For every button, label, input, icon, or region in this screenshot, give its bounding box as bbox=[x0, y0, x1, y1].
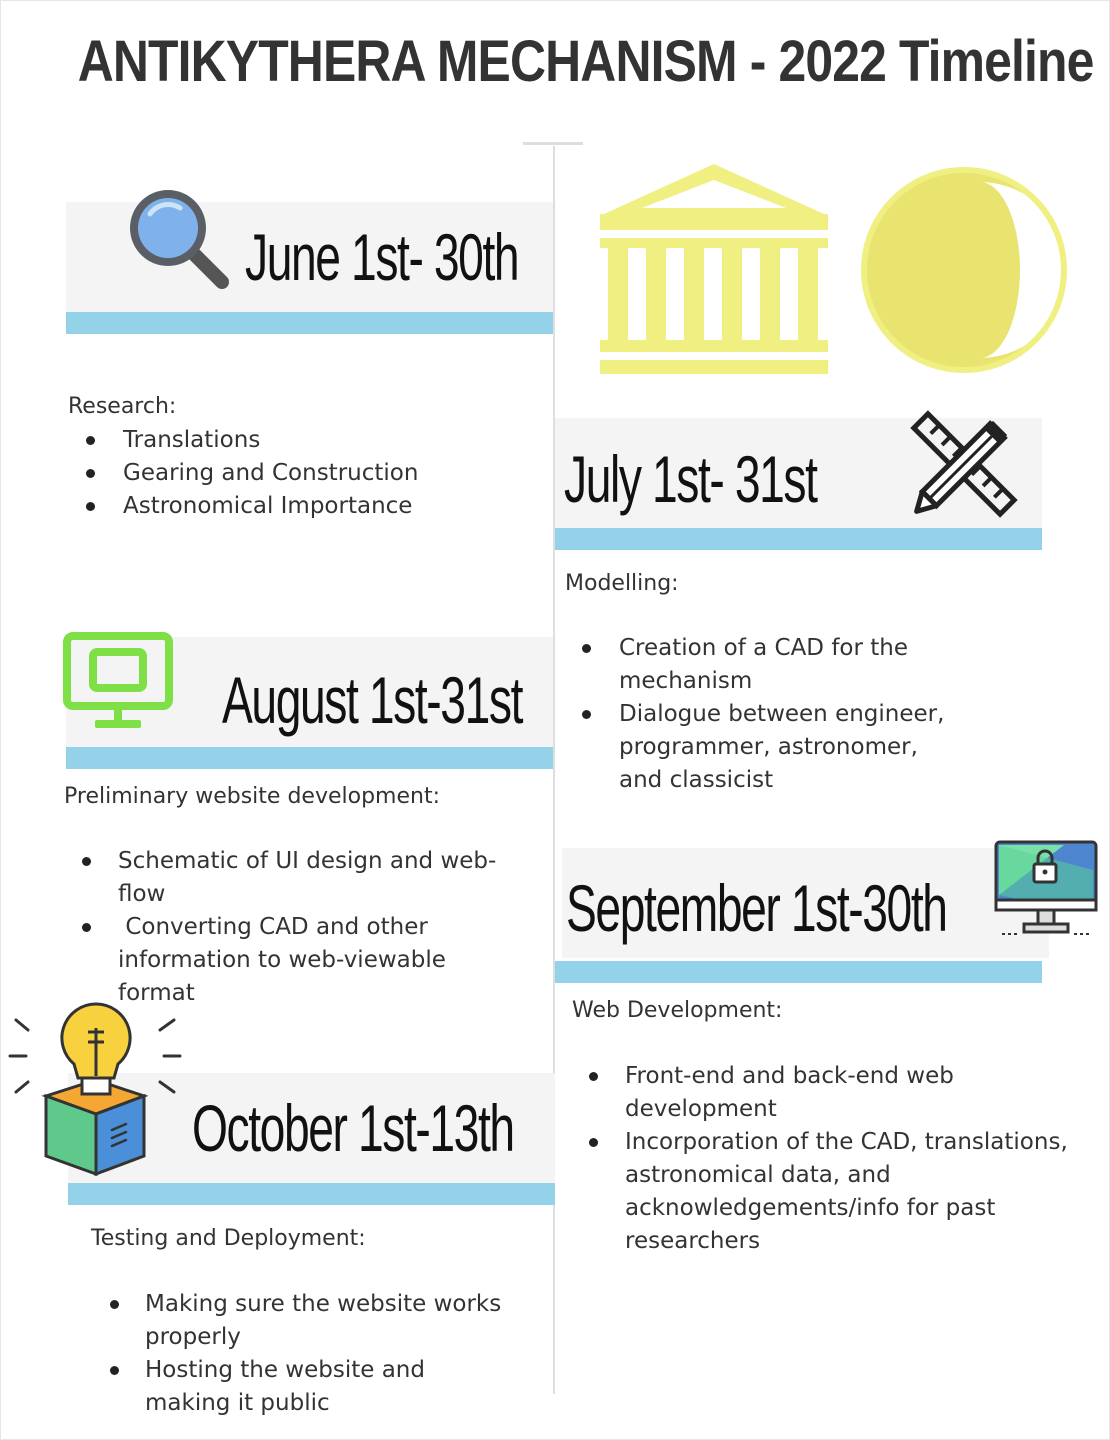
june-items bbox=[86, 424, 526, 523]
moon-icon bbox=[860, 166, 1068, 374]
july-bar bbox=[555, 528, 1042, 550]
list-item: Gearing and Construction bbox=[86, 457, 526, 490]
october-items bbox=[110, 1288, 550, 1420]
list-item: Dialogue between engineer, programmer, astronomer, and classicist bbox=[582, 698, 962, 797]
october-period: October 1st-13th bbox=[192, 1091, 514, 1165]
locked-computer-icon bbox=[994, 840, 1098, 938]
july-period: July 1st- 31st bbox=[564, 442, 817, 516]
list-item: Translations bbox=[86, 424, 526, 457]
list-item: Converting CAD and other information to web-viewable format bbox=[82, 911, 532, 1010]
timeline-axis bbox=[553, 146, 555, 1394]
august-items bbox=[82, 845, 532, 1010]
june-heading: Research: bbox=[68, 394, 177, 419]
lightbulb-box-icon bbox=[4, 998, 186, 1180]
list-item: Astronomical Importance bbox=[86, 490, 526, 523]
june-bar bbox=[66, 312, 553, 334]
october-bar bbox=[68, 1183, 555, 1205]
list-item: Front-end and back-end web development bbox=[589, 1060, 1099, 1126]
september-heading: Web Development: bbox=[572, 998, 783, 1023]
august-period: August 1st-31st bbox=[222, 663, 523, 737]
august-bar bbox=[66, 747, 553, 769]
september-items bbox=[589, 1060, 1099, 1258]
page-title: ANTIKYTHERA MECHANISM - 2022 Timeline bbox=[77, 29, 1094, 94]
july-items bbox=[582, 632, 962, 797]
monitor-icon bbox=[63, 632, 173, 732]
list-item: Making sure the website works properly bbox=[110, 1288, 550, 1354]
list-item: Creation of a CAD for the mechanism bbox=[582, 632, 962, 698]
august-heading: Preliminary website development: bbox=[64, 784, 440, 809]
ruler-pencil-icon bbox=[905, 408, 1023, 520]
july-heading: Modelling: bbox=[565, 571, 679, 596]
september-period: September 1st-30th bbox=[566, 871, 947, 945]
list-item: Schematic of UI design and web-flow bbox=[82, 845, 532, 911]
september-bar bbox=[555, 961, 1042, 983]
october-heading: Testing and Deployment: bbox=[91, 1226, 366, 1251]
timeline-axis-cap bbox=[523, 142, 583, 145]
list-item: Incorporation of the CAD, translations, astronomical data, and acknowledgements/info for past researchers bbox=[589, 1126, 1099, 1258]
magnifier-icon bbox=[118, 186, 236, 296]
temple-icon bbox=[598, 162, 830, 376]
june-period: June 1st- 30th bbox=[245, 220, 519, 294]
list-item: Hosting the website and making it public bbox=[110, 1354, 550, 1420]
